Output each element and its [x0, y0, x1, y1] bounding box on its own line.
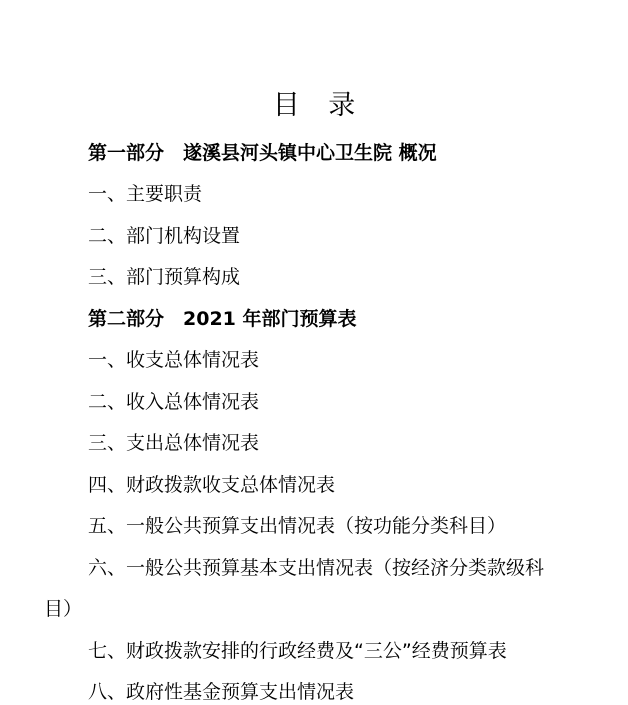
part-one-heading: 第一部分 遂溪县河头镇中心卫生院 概况 — [88, 142, 437, 164]
toc-entry: 一、收支总体情况表 — [88, 349, 260, 371]
toc-entry: 三、部门预算构成 — [88, 266, 241, 288]
toc-entry-continuation: 目） — [44, 598, 83, 620]
toc-entry: 八、政府性基金预算支出情况表 — [88, 681, 355, 703]
toc-entry: 五、一般公共预算支出情况表（按功能分类科目） — [88, 515, 507, 537]
toc-entry: 三、支出总体情况表 — [88, 432, 260, 454]
part-two-heading: 第二部分 2021 年部门预算表 — [88, 308, 357, 330]
toc-entry: 七、财政拨款安排的行政经费及“三公”经费预算表 — [88, 640, 507, 662]
toc-entry: 四、财政拨款收支总体情况表 — [88, 474, 336, 496]
toc-entry: 六、一般公共预算基本支出情况表（按经济分类款级科 — [88, 557, 545, 579]
toc-entry: 一、主要职责 — [88, 183, 203, 205]
toc-entry: 二、收入总体情况表 — [88, 391, 260, 413]
toc-title: 目 录 — [272, 90, 366, 121]
toc-entry: 二、部门机构设置 — [88, 225, 241, 247]
